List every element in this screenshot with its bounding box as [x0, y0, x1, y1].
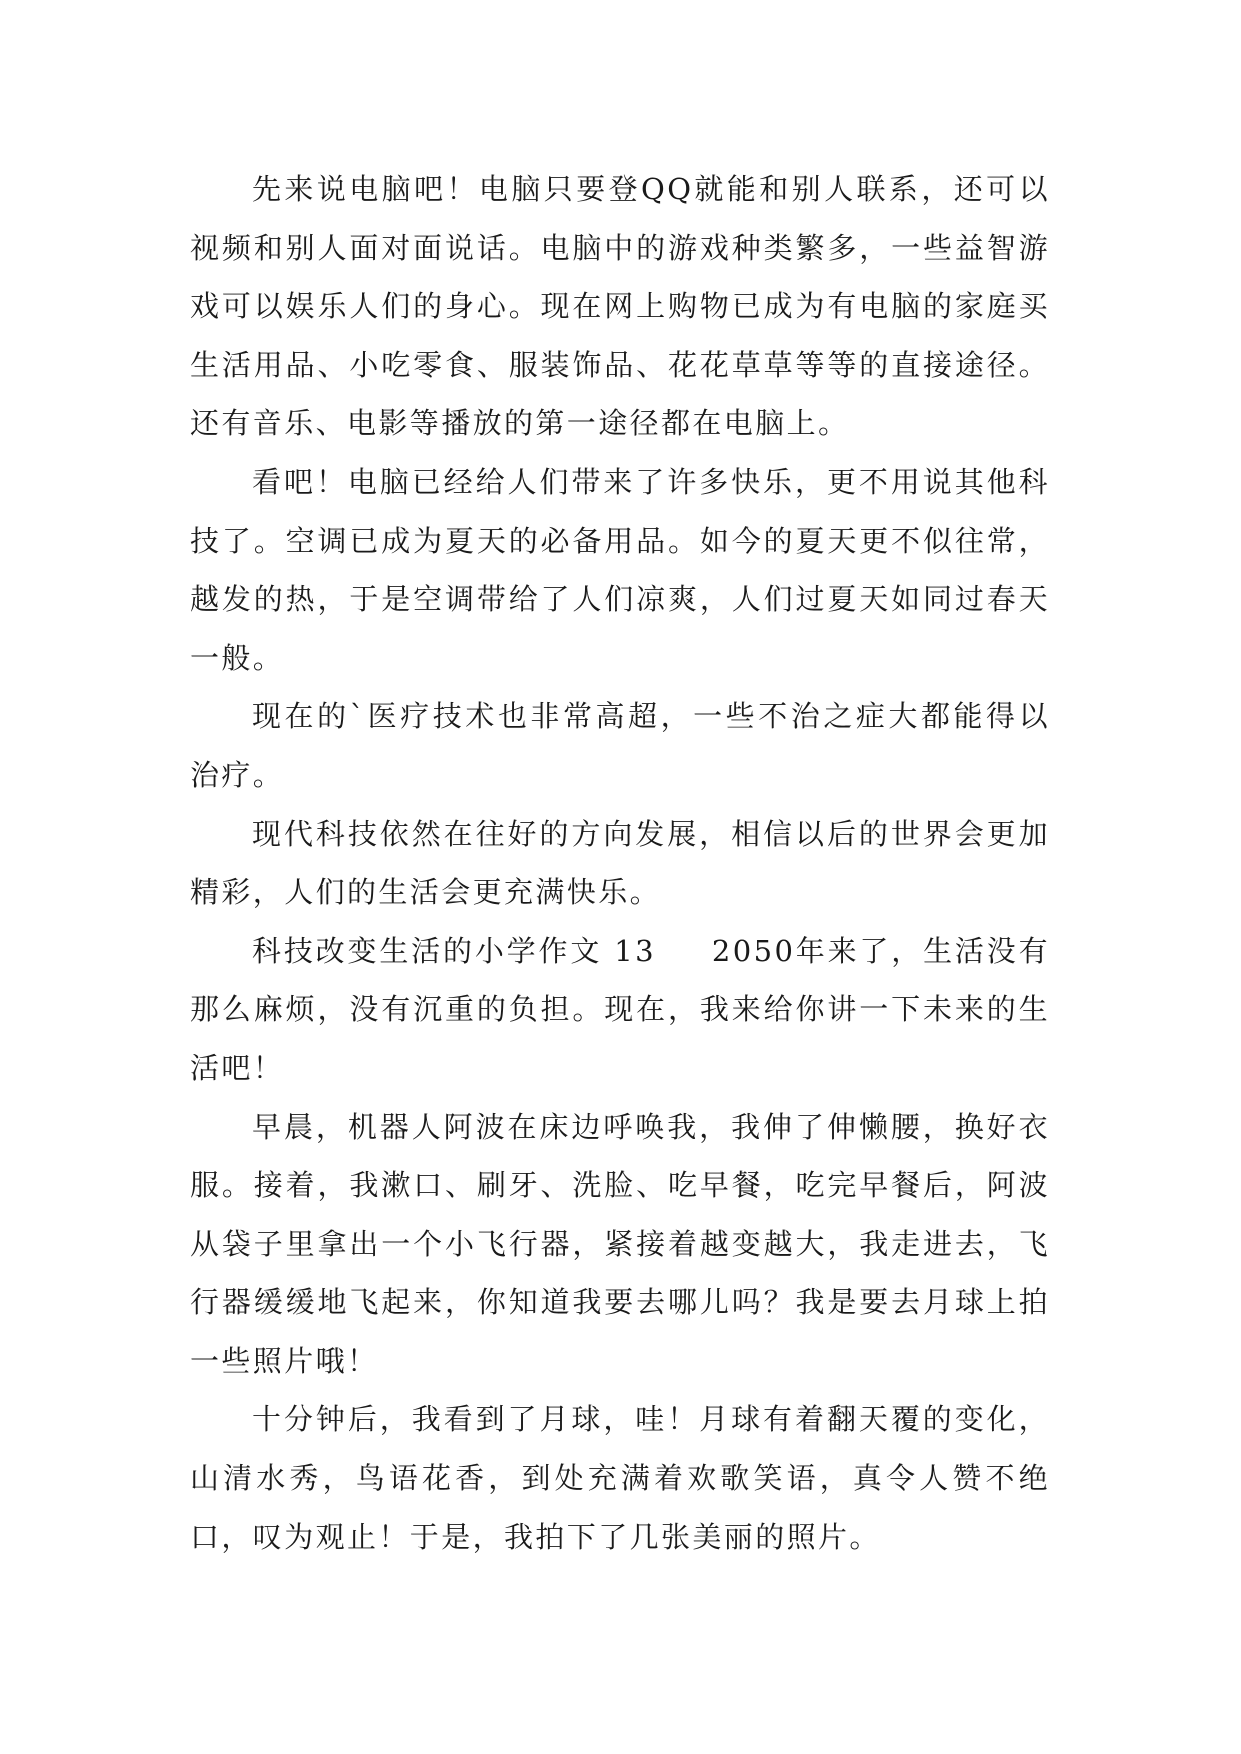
- essay-13-text: 2050年来了，生活没有那么麻烦，没有沉重的负担。现在，我来给你讲一下未来的生活吧！: [190, 933, 1050, 1085]
- paragraph-future-development: 现代科技依然在往好的方向发展，相信以后的世界会更加精彩，人们的生活会更充满快乐。: [190, 816, 1050, 910]
- document-body: [190, 160, 1050, 1566]
- paragraph-computer: 先来说电脑吧！电脑只要登QQ就能和别人联系，还可以视频和别人面对面说话。电脑中的游戏种类繁多，一些益智游戏可以娱乐人们的身心。现在网上购物已成为有电脑的家庭买生活用品、小吃零食、服装饰品、花花草草等等的直接途径。还有音乐、电影等播放的第一途径都在电脑上。: [190, 172, 1050, 441]
- paragraph-air-conditioner: 看吧！电脑已经给人们带来了许多快乐，更不用说其他科技了。空调已成为夏天的必备用品。如今的夏天更不似往常，越发的热，于是空调带给了人们凉爽，人们过夏天如同过春天一般。: [190, 464, 1050, 675]
- paragraph-moon: 十分钟后，我看到了月球，哇！月球有着翻天覆的变化，山清水秀，鸟语花香，到处充满着欢歌笑语，真令人赞不绝口，叹为观止！于是，我拍下了几张美丽的照片。: [190, 1402, 1050, 1554]
- paragraph-essay-13: [190, 922, 1050, 1098]
- paragraph-morning: 早晨，机器人阿波在床边呼唤我，我伸了伸懒腰，换好衣服。接着，我漱口、刷牙、洗脸、吃早餐，吃完早餐后，阿波从袋子里拿出一个小飞行器，紧接着越变越大，我走进去，飞行器缓缓地飞起来，你知道我要去哪儿吗？我是要去月球上拍一些照片哦！: [190, 1109, 1050, 1378]
- essay-heading: 科技改变生活的小学作文 13: [252, 933, 656, 968]
- paragraph-medical: 现在的`医疗技术也非常高超，一些不治之症大都能得以治疗。: [190, 699, 1050, 792]
